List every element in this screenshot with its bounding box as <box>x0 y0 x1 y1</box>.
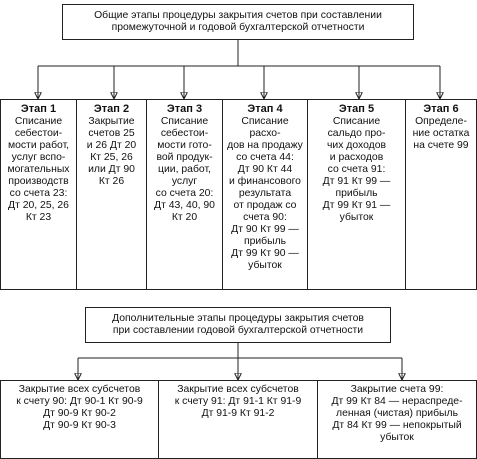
bottom-box-3-text: Закрытие счета 99: Дт 99 Кт 84 — нераспреде- ленная (чистая) прибыль Дт 84 Кт 99 — непокрытый убыток <box>331 384 463 443</box>
stage-1-text: Списание себестои- мости работ, услуг вспо- могательных производств со счета 23: Дт 20, 25, 26 Кт 23 <box>7 116 70 223</box>
stage-2-title: Этап 2 <box>93 103 130 115</box>
mid-title-box <box>85 307 391 343</box>
top-title-box <box>62 4 414 40</box>
bottom-box-2-text: Закрытие всех субсчетов к счету 91: Дт 91-1 Кт 91-9 Дт 91-9 Кт 91-2 <box>174 384 302 419</box>
bottom-box-3 <box>317 380 477 459</box>
stage-4-box <box>222 99 308 290</box>
stage-2-box <box>76 99 147 290</box>
stage-5-text: Списание сальдо про- чих доходов и расходов со счета 91: Дт 91 Кт 99 — прибыль Дт 99 Кт 91 — убыток <box>322 116 391 223</box>
stage-6-box <box>405 99 477 290</box>
stage-5-box <box>307 99 406 290</box>
stage-4-title: Этап 4 <box>247 103 283 115</box>
stage-2-text: Закрытие счетов 25 и 26 Дт 20 Кт 25, 26 или Дт 90 Кт 26 <box>86 116 137 187</box>
stage-3-box <box>146 99 223 290</box>
bottom-box-1-text: Закрытие всех субсчетов к счету 90: Дт 90-1 Кт 90-9 Дт 90-9 Кт 90-2 Дт 90-9 Кт 90-3 <box>16 384 143 431</box>
bottom-box-2 <box>158 380 318 459</box>
stage-4-text: Списание расхо- дов на продажу со счета 44: Дт 90 Кт 44 и финансового результата от продаж со счета 90: Дт 90 Кт 99 — прибыль Дт 99 Кт 90 — убыток <box>227 116 303 271</box>
stage-6-text: Определе- ние остатка на счете 99 <box>412 116 470 151</box>
stage-3-text: Списание себестои- мости гото- вой продук- ции, работ, услуг со счета 20: Дт 43, 40, 90 Кт 20 <box>154 116 215 223</box>
stage-5-title: Этап 5 <box>338 103 375 115</box>
stage-1-title: Этап 1 <box>20 103 57 115</box>
bottom-box-1 <box>0 380 159 459</box>
stage-1-box <box>0 99 77 290</box>
stage-6-title: Этап 6 <box>423 103 459 115</box>
top-title-text: Общие этапы процедуры закрытия счетов при составлении промежуточной и годовой бухгалтерской отчетности <box>94 10 382 33</box>
mid-title-text: Дополнительные этапы процедуры закрытия счетов при составлении годовой бухгалтерской отчетности <box>112 313 364 336</box>
stage-3-title: Этап 3 <box>166 103 203 115</box>
